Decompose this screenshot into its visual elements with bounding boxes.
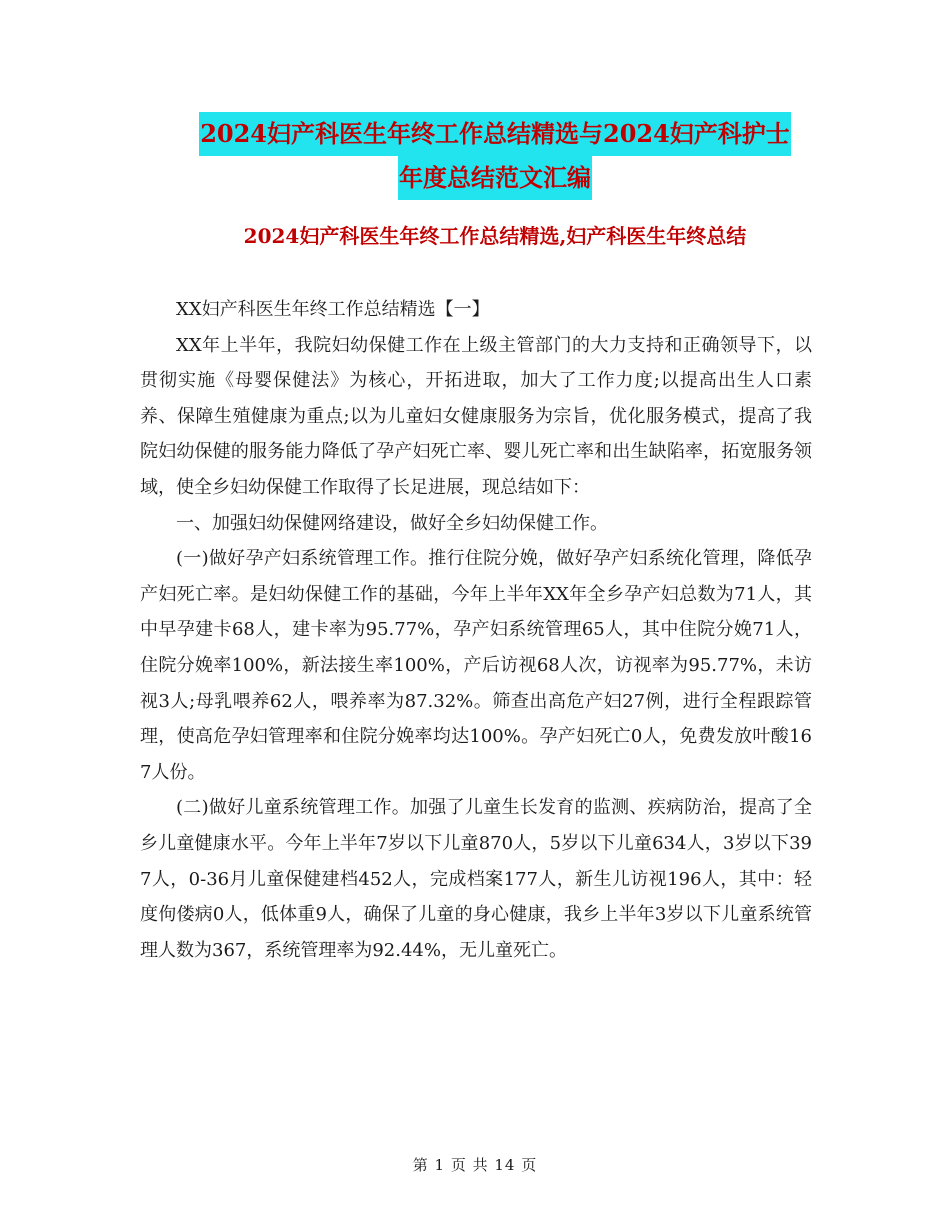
title-line-2: 年度总结范文汇编	[398, 156, 592, 200]
body-paragraph: 一、加强妇幼保健网络建设，做好全乡妇幼保健工作。	[176, 512, 608, 534]
section-heading: XX妇产科医生年终工作总结精选【一】	[176, 299, 490, 320]
document-subtitle: 2024妇产科医生年终工作总结精选,妇产科医生年终总结	[243, 224, 747, 248]
body-paragraph: (二)做好儿童系统管理工作。加强了儿童生长发育的监测、疾病防治，提高了全乡儿童健康水平。今年上半年7岁以下儿童870人，5岁以下儿童634人，3岁以下397人，0-36月儿童保健建档452人，完成档案177人，新生儿访视196人，其中：轻度佝偻病0人，低体重9人，确保了儿童的身心健康，我乡上半年3岁以下儿童系统管理人数为367，系统管理率为92.44%，无儿童死亡。	[140, 797, 812, 961]
body-paragraph: (一)做好孕产妇系统管理工作。推行住院分娩，做好孕产妇系统化管理，降低孕产妇死亡率。是妇幼保健工作的基础，今年上半年XX年全乡孕产妇总数为71人，其中早孕建卡68人，建卡率为95.77%，孕产妇系统管理65人，其中住院分娩71人，住院分娩率100%，新法接生率100%，产后访视68人次，访视率为95.77%，未访视3人;母乳喂养62人，喂养率为87.32%。筛查出高危产妇27例，进行全程跟踪管理，使高危孕妇管理率和住院分娩率均达100%。孕产妇死亡0人，免费发放叶酸167人份。	[140, 548, 812, 783]
title-line-1: 2024妇产科医生年终工作总结精选与2024妇产科护士	[199, 112, 791, 156]
body-paragraph: XX年上半年，我院妇幼保健工作在上级主管部门的大力支持和正确领导下，以贯彻实施《母婴保健法》为核心，开拓进取，加大了工作力度;以提高出生人口素养、保障生殖健康为重点;以为儿童妇女健康服务为宗旨，优化服务模式，提高了我院妇幼保健的服务能力降低了孕产妇死亡率、婴儿死亡率和出生缺陷率，拓宽服务领域，使全乡妇幼保健工作取得了长足进展，现总结如下：	[140, 334, 812, 498]
document-body	[140, 292, 812, 968]
page-number-footer: 第 1 页 共 14 页	[412, 1156, 538, 1174]
document-title	[140, 112, 850, 200]
